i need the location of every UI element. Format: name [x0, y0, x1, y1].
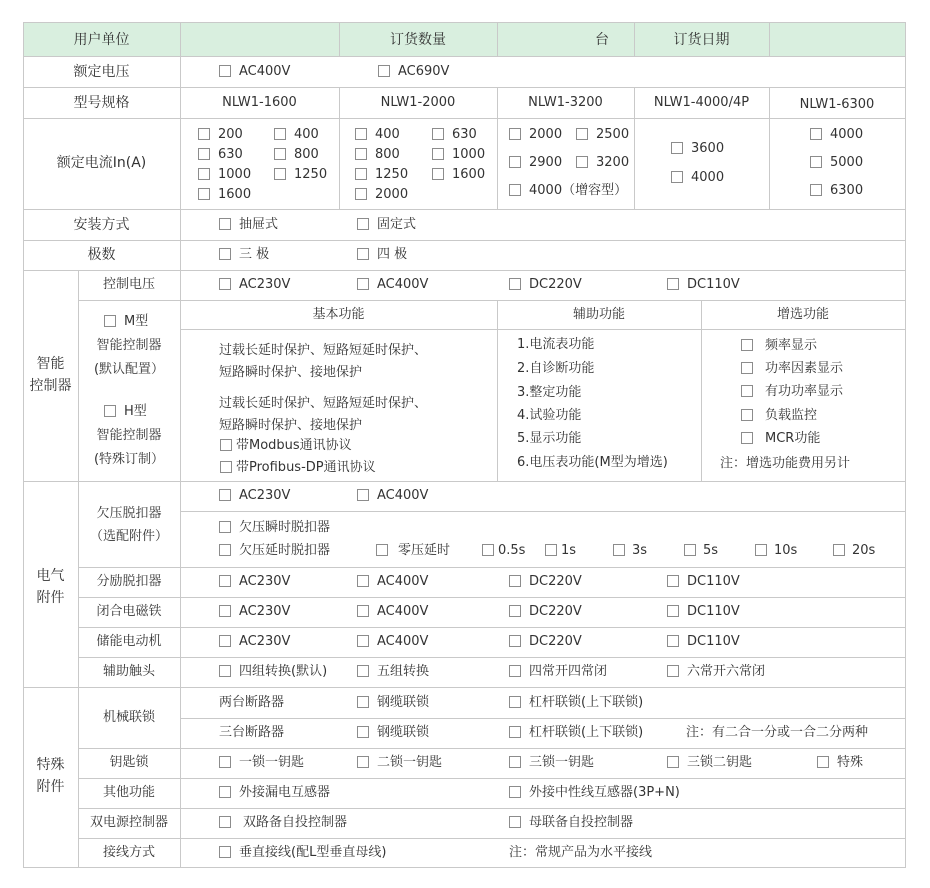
checkbox[interactable]	[509, 128, 521, 140]
checkbox[interactable]	[357, 575, 369, 587]
current-option[interactable]: 1600	[198, 187, 251, 203]
col-opt-header: 增选功能	[776, 307, 829, 322]
grid-line	[78, 597, 906, 598]
aux-function: 3.整定功能	[517, 385, 582, 400]
mech-option[interactable]: 钢缆联锁	[357, 725, 429, 741]
grid-line	[78, 808, 906, 809]
install-option[interactable]: 抽屉式	[219, 217, 278, 233]
checkbox[interactable]	[817, 756, 829, 768]
checkbox[interactable]	[274, 128, 286, 140]
delay-time-option[interactable]: 1s	[545, 543, 576, 559]
checkbox[interactable]	[667, 605, 679, 617]
grid-line	[78, 627, 906, 628]
delay-time-option[interactable]: 10s	[755, 543, 797, 559]
checkbox[interactable]	[545, 544, 557, 556]
aux-contact-option[interactable]: 四常开四常闭	[509, 664, 607, 680]
checkbox[interactable]	[741, 362, 753, 374]
checkbox[interactable]	[220, 461, 232, 473]
current-option[interactable]: 3200	[576, 155, 629, 171]
shunt-option[interactable]: DC220V	[509, 574, 582, 590]
checkbox[interactable]	[671, 142, 683, 154]
model-item: NLW1-1600	[222, 95, 297, 110]
install-option[interactable]: 固定式	[357, 217, 416, 233]
grid-line	[23, 87, 906, 88]
mech-interlock-label: 机械联锁	[102, 710, 155, 725]
m-type-line: 智能控制器	[96, 338, 162, 353]
grid-line	[23, 118, 906, 119]
wiring-note: 注：常规产品为水平接线	[509, 845, 653, 860]
grid-line	[769, 22, 770, 56]
shunt-option[interactable]: AC230V	[219, 574, 290, 590]
current-option[interactable]: 2000	[509, 127, 562, 143]
checkbox[interactable]	[576, 156, 588, 168]
aux-function: 4.试验功能	[517, 408, 582, 423]
checkbox[interactable]	[509, 696, 521, 708]
checkbox[interactable]	[667, 665, 679, 677]
checkbox[interactable]	[755, 544, 767, 556]
current-option[interactable]: 4000	[671, 170, 724, 186]
grid-line	[23, 481, 906, 482]
key-lock-option[interactable]: 特殊	[817, 755, 863, 771]
voltage-label: 额定电压	[73, 64, 130, 80]
wiring-option[interactable]: 垂直接线(配L型垂直母线)	[219, 845, 386, 861]
undervoltage-label: 欠压脱扣器	[96, 506, 162, 521]
controller-group-label: 控制器	[29, 378, 72, 394]
checkbox[interactable]	[667, 756, 679, 768]
mech-row-name: 三台断路器	[219, 725, 285, 740]
checkbox[interactable]	[378, 65, 390, 77]
checkbox[interactable]	[274, 148, 286, 160]
current-option[interactable]: 6300	[810, 183, 863, 199]
current-option[interactable]: 400	[274, 127, 319, 143]
model-item: NLW1-2000	[380, 95, 456, 110]
current-option[interactable]: 4000	[810, 127, 863, 143]
h-type-option[interactable]: H型	[104, 404, 147, 420]
current-option[interactable]: 1250	[355, 167, 408, 183]
checkbox[interactable]	[219, 489, 231, 501]
undervoltage-label: （选配附件）	[89, 529, 168, 544]
other-function-option[interactable]: 外接漏电互感器	[219, 785, 330, 801]
checkbox[interactable]	[219, 544, 231, 556]
checkbox[interactable]	[198, 188, 210, 200]
checkbox[interactable]	[741, 432, 753, 444]
current-option[interactable]: 400	[355, 127, 400, 143]
header-date-label: 订货日期	[673, 32, 730, 48]
delay-time-option[interactable]: 0.5s	[482, 543, 525, 559]
checkbox[interactable]	[198, 128, 210, 140]
motor-option[interactable]: AC400V	[357, 634, 428, 650]
checkbox[interactable]	[198, 148, 210, 160]
checkbox[interactable]	[509, 156, 521, 168]
grid-line	[180, 22, 181, 868]
h-protocol-option[interactable]: 带Modbus通讯协议	[220, 438, 352, 454]
motor-option[interactable]: AC230V	[219, 634, 290, 650]
checkbox[interactable]	[509, 816, 521, 828]
m-basic-line: 短路瞬时保护、接地保护	[219, 365, 363, 380]
checkbox[interactable]	[509, 575, 521, 587]
model-item: NLW1-4000/4P	[653, 95, 750, 110]
closing-option[interactable]: DC220V	[509, 604, 582, 620]
order-form	[23, 22, 906, 867]
checkbox[interactable]	[198, 168, 210, 180]
model-item: NLW1-6300	[799, 97, 875, 112]
delay-time-option[interactable]: 20s	[833, 543, 875, 559]
dual-power-option[interactable]: 母联备自投控制器	[509, 815, 633, 831]
ctrl-voltage-option[interactable]: DC110V	[667, 277, 740, 293]
checkbox[interactable]	[219, 521, 231, 533]
special-group-label: 附件	[36, 779, 65, 795]
motor-option[interactable]: DC220V	[509, 634, 582, 650]
h-basic-line: 过载长延时保护、短路短延时保护、	[219, 396, 428, 411]
install-label: 安装方式	[73, 217, 130, 233]
closing-option[interactable]: AC230V	[219, 604, 290, 620]
h-protocol-option[interactable]: 带Profibus-DP通讯协议	[220, 460, 376, 476]
header-unit-label: 用户单位	[73, 32, 130, 48]
grid-line	[23, 240, 906, 241]
checkbox[interactable]	[357, 665, 369, 677]
current-option[interactable]: 2900	[509, 155, 562, 171]
checkbox[interactable]	[482, 544, 494, 556]
grid-line	[78, 838, 906, 839]
m-type-option[interactable]: M型	[104, 314, 148, 330]
mech-option[interactable]: 杠杆联锁(上下联锁)	[509, 725, 643, 741]
key-lock-option[interactable]: 三锁一钥匙	[509, 755, 594, 771]
aux-function: 1.电流表功能	[517, 337, 595, 352]
checkbox[interactable]	[357, 635, 369, 647]
checkbox[interactable]	[357, 248, 369, 260]
dual-power-option[interactable]: 双路备自投控制器	[219, 815, 347, 831]
motor-label: 储能电动机	[96, 634, 162, 649]
checkbox[interactable]	[684, 544, 696, 556]
m-type-line: (默认配置）	[93, 362, 165, 377]
grid-line	[23, 56, 906, 57]
grid-line	[905, 22, 906, 868]
checkbox[interactable]	[357, 489, 369, 501]
mech-note: 注：有二合一分或一合二分两种	[686, 725, 869, 740]
checkbox[interactable]	[219, 65, 231, 77]
ctrl-voltage-option[interactable]: AC400V	[357, 277, 428, 293]
grid-line	[78, 748, 906, 749]
checkbox[interactable]	[741, 339, 753, 351]
checkbox[interactable]	[833, 544, 845, 556]
col-basic-header: 基本功能	[312, 307, 365, 322]
checkbox[interactable]	[357, 605, 369, 617]
grid-line	[180, 718, 906, 719]
aux-function: 5.显示功能	[517, 431, 582, 446]
current-option[interactable]: 630	[198, 147, 243, 163]
checkbox[interactable]	[810, 156, 822, 168]
grid-line	[78, 270, 79, 868]
grid-line	[23, 867, 906, 868]
checkbox[interactable]	[355, 168, 367, 180]
checkbox[interactable]	[219, 218, 231, 230]
aux-function: 2.自诊断功能	[517, 361, 595, 376]
grid-line	[701, 300, 702, 481]
opt-note: 注：增选功能费用另计	[720, 456, 851, 471]
current-option[interactable]: 1000	[432, 147, 485, 163]
header-qty-label: 订货数量	[390, 32, 446, 48]
shunt-option[interactable]: AC400V	[357, 574, 428, 590]
undervoltage-volt-option[interactable]: AC400V	[357, 488, 428, 504]
checkbox[interactable]	[509, 786, 521, 798]
checkbox[interactable]	[219, 816, 231, 828]
current-option[interactable]: 1250	[274, 167, 327, 183]
model-label: 型号规格	[73, 95, 130, 111]
opt-function-option[interactable]: 频率显示	[741, 338, 817, 354]
mech-option[interactable]: 杠杆联锁(上下联锁)	[509, 695, 643, 711]
checkbox[interactable]	[667, 635, 679, 647]
undervoltage-delay-option[interactable]: 欠压延时脱扣器	[219, 543, 330, 559]
checkbox[interactable]	[432, 168, 444, 180]
grid-line	[78, 567, 906, 568]
checkbox[interactable]	[220, 439, 232, 451]
aux-contact-option[interactable]: 六常开六常闭	[667, 664, 765, 680]
checkbox[interactable]	[741, 409, 753, 421]
shunt-option[interactable]: DC110V	[667, 574, 740, 590]
checkbox[interactable]	[219, 605, 231, 617]
checkbox[interactable]	[576, 128, 588, 140]
grid-line	[497, 300, 498, 481]
checkbox[interactable]	[357, 726, 369, 738]
checkbox[interactable]	[509, 756, 521, 768]
checkbox[interactable]	[104, 315, 116, 327]
grid-line	[23, 270, 906, 271]
checkbox[interactable]	[219, 248, 231, 260]
aux-contact-option[interactable]: 四组转换(默认)	[219, 664, 327, 680]
key-lock-option[interactable]: 一锁一钥匙	[219, 755, 304, 771]
grid-line	[497, 22, 498, 56]
current-option[interactable]: 200	[198, 127, 243, 143]
current-option[interactable]: 630	[432, 127, 477, 143]
grid-line	[78, 657, 906, 658]
mech-row-name: 两台断路器	[219, 695, 285, 710]
voltage-option[interactable]: AC690V	[378, 64, 449, 80]
checkbox[interactable]	[219, 665, 231, 677]
h-basic-line: 短路瞬时保护、接地保护	[219, 418, 363, 433]
checkbox[interactable]	[357, 218, 369, 230]
grid-line	[23, 22, 24, 868]
mech-option[interactable]: 钢缆联锁	[357, 695, 429, 711]
m-basic-line: 过载长延时保护、短路短延时保护、	[219, 343, 428, 358]
voltage-option[interactable]: AC400V	[219, 64, 290, 80]
checkbox[interactable]	[219, 786, 231, 798]
ctrl-voltage-label: 控制电压	[102, 277, 155, 292]
ctrl-voltage-option[interactable]: AC230V	[219, 277, 290, 293]
checkbox[interactable]	[509, 726, 521, 738]
poles-label: 极数	[87, 247, 116, 263]
opt-function-option[interactable]: MCR功能	[741, 431, 820, 447]
h-type-line: 智能控制器	[96, 428, 162, 443]
checkbox[interactable]	[104, 405, 116, 417]
checkbox[interactable]	[667, 575, 679, 587]
motor-option[interactable]: DC110V	[667, 634, 740, 650]
current-option[interactable]: 5000	[810, 155, 863, 171]
checkbox[interactable]	[667, 278, 679, 290]
current-option[interactable]: 4000（增容型）	[509, 183, 627, 199]
checkbox[interactable]	[671, 171, 683, 183]
special-group-label: 特殊	[36, 757, 65, 773]
checkbox[interactable]	[432, 128, 444, 140]
checkbox[interactable]	[613, 544, 625, 556]
dual-power-label: 双电源控制器	[89, 815, 168, 830]
checkbox[interactable]	[219, 575, 231, 587]
zero-delay-option[interactable]: 零压延时	[376, 543, 450, 559]
aux-contact-label: 辅助触头	[102, 664, 155, 679]
checkbox[interactable]	[509, 278, 521, 290]
checkbox[interactable]	[509, 665, 521, 677]
checkbox[interactable]	[219, 846, 231, 858]
controller-group-label: 智能	[36, 356, 65, 372]
undervoltage-volt-option[interactable]: AC230V	[219, 488, 290, 504]
grid-line	[23, 687, 906, 688]
current-option[interactable]: 800	[274, 147, 319, 163]
checkbox[interactable]	[274, 168, 286, 180]
key-lock-option[interactable]: 二锁一钥匙	[357, 755, 442, 771]
checkbox[interactable]	[509, 635, 521, 647]
checkbox[interactable]	[509, 605, 521, 617]
current-option[interactable]: 1000	[198, 167, 251, 183]
checkbox[interactable]	[810, 128, 822, 140]
checkbox[interactable]	[219, 635, 231, 647]
opt-function-option[interactable]: 功率因素显示	[741, 361, 843, 377]
undervoltage-instant-option[interactable]: 欠压瞬时脱扣器	[219, 520, 330, 536]
checkbox[interactable]	[509, 184, 521, 196]
other-function-option[interactable]: 外接中性线互感器(3P+N)	[509, 785, 680, 801]
grid-line	[180, 511, 906, 512]
electrical-group-label: 附件	[36, 590, 65, 606]
poles-option[interactable]: 三 极	[219, 247, 269, 263]
shunt-label: 分励脱扣器	[96, 574, 162, 589]
aux-function: 6.电压表功能(M型为增选)	[517, 455, 668, 470]
delay-time-option[interactable]: 3s	[613, 543, 647, 559]
delay-time-option[interactable]: 5s	[684, 543, 718, 559]
current-option[interactable]: 2500	[576, 127, 629, 143]
electrical-group-label: 电气	[36, 568, 65, 584]
key-lock-label: 钥匙锁	[109, 755, 149, 770]
grid-line	[180, 329, 906, 330]
ctrl-voltage-option[interactable]: DC220V	[509, 277, 582, 293]
grid-line	[78, 300, 906, 301]
closing-option[interactable]: DC110V	[667, 604, 740, 620]
checkbox[interactable]	[432, 148, 444, 160]
checkbox[interactable]	[376, 544, 388, 556]
col-aux-header: 辅助功能	[572, 307, 625, 322]
current-option[interactable]: 2000	[355, 187, 408, 203]
h-type-line: (特殊订制）	[93, 452, 165, 467]
checkbox[interactable]	[810, 184, 822, 196]
checkbox[interactable]	[219, 756, 231, 768]
checkbox[interactable]	[741, 385, 753, 397]
other-function-label: 其他功能	[102, 785, 155, 800]
checkbox[interactable]	[219, 278, 231, 290]
checkbox[interactable]	[355, 188, 367, 200]
closing-option[interactable]: AC400V	[357, 604, 428, 620]
current-option[interactable]: 800	[355, 147, 400, 163]
checkbox[interactable]	[355, 148, 367, 160]
model-item: NLW1-3200	[528, 95, 603, 110]
opt-function-option[interactable]: 有功功率显示	[741, 384, 843, 400]
opt-function-option[interactable]: 负载监控	[741, 408, 817, 424]
poles-option[interactable]: 四 极	[357, 247, 407, 263]
key-lock-option[interactable]: 三锁二钥匙	[667, 755, 752, 771]
grid-line	[23, 209, 906, 210]
checkbox[interactable]	[357, 756, 369, 768]
grid-line	[78, 778, 906, 779]
wiring-label: 接线方式	[102, 845, 155, 860]
grid-line	[23, 22, 906, 23]
header-tai-label: 台	[595, 32, 609, 48]
checkbox[interactable]	[357, 696, 369, 708]
aux-contact-option[interactable]: 五组转换	[357, 664, 429, 680]
closing-label: 闭合电磁铁	[96, 604, 162, 619]
current-label: 额定电流In(A)	[56, 155, 147, 171]
checkbox[interactable]	[357, 278, 369, 290]
checkbox[interactable]	[355, 128, 367, 140]
current-option[interactable]: 1600	[432, 167, 485, 183]
current-option[interactable]: 3600	[671, 141, 724, 157]
